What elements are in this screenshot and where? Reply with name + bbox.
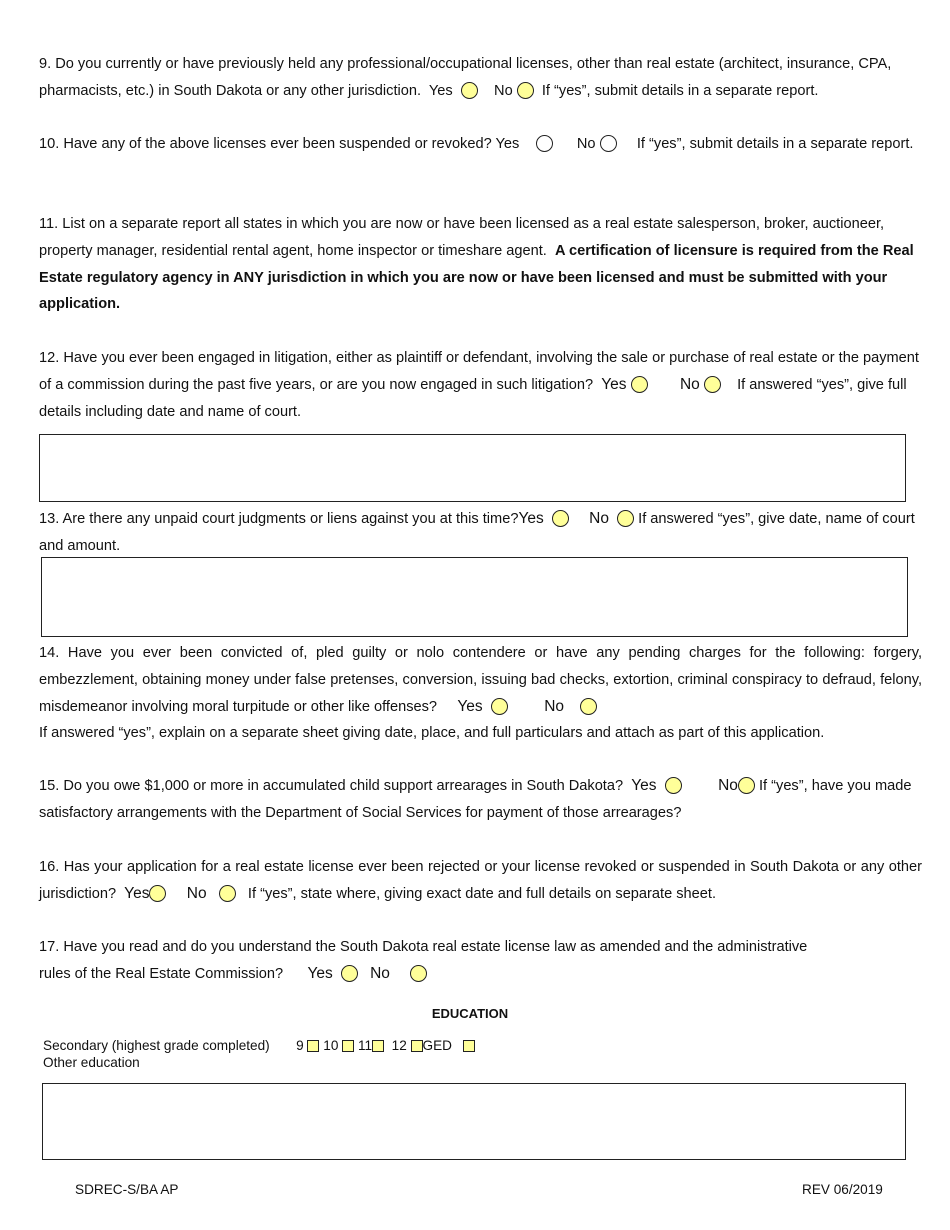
question-17-yes-radio[interactable]	[341, 965, 358, 982]
secondary-education-row	[43, 1037, 475, 1054]
grade-9-label: 9	[296, 1038, 304, 1053]
question-14-text: 14. Have you ever been convicted of, pled guilty or nolo contendere or have any pending charges for the following: forgery, embezzlement, obtaining money under false pretenses, conversion, issuing bad checks, extortion, criminal conspiracy to defraud, felony, misdemeanor involving moral turpitude or other like offenses?	[39, 645, 922, 715]
question-12	[39, 345, 922, 425]
question-14-instruction: If answered “yes”, explain on a separate sheet giving date, place, and full particulars and attach as part of this application.	[39, 725, 825, 742]
judgments-details-field[interactable]	[41, 557, 908, 637]
grade-11-checkbox[interactable]	[372, 1040, 384, 1052]
question-10-yes-radio[interactable]	[536, 135, 553, 152]
question-15-yes-label: Yes	[631, 777, 657, 794]
question-9-no-radio[interactable]	[517, 82, 534, 99]
question-10-yes-label: Yes	[495, 136, 520, 152]
question-13-yes-radio[interactable]	[552, 510, 569, 527]
question-12-text: 12. Have you ever been engaged in litigation, either as plaintiff or defendant, involving the sale or purchase of real estate or the payment of a commission during the past five years, or are you now engaged in such litigation?	[39, 350, 919, 393]
question-17-no-radio[interactable]	[410, 965, 427, 982]
question-12-yes-label: Yes	[601, 375, 627, 393]
grade-12-checkbox[interactable]	[411, 1040, 423, 1052]
question-14-yes-label: Yes	[457, 697, 483, 715]
question-15-instruction: If “yes”, have you made satisfactory arrangements with the Department of Social Services for payment of those arrearages?	[39, 778, 912, 821]
question-16-yes-radio[interactable]	[149, 885, 166, 902]
question-13-yes-label: Yes	[518, 510, 544, 527]
question-16-instruction: If “yes”, state where, giving exact date and full details on separate sheet.	[247, 885, 716, 902]
question-14-yes-radio[interactable]	[491, 698, 508, 715]
question-9-instruction: If “yes”, submit details in a separate report.	[541, 82, 819, 99]
question-11-certification-notice: A certification of licensure is required from the Real Estate regulatory agency in ANY jurisdiction in which you are now or have been licensed and must be submitted with your application.	[39, 242, 914, 313]
question-10-text: 10. Have any of the above licenses ever been suspended or revoked?	[39, 136, 492, 152]
question-9-yes-label: Yes	[428, 82, 453, 99]
question-15-no-label: No	[718, 777, 738, 794]
question-15-text: 15. Do you owe $1,000 or more in accumulated child support arrearages in South Dakota?	[39, 778, 624, 794]
question-9-no-label: No	[494, 82, 513, 99]
question-10-no-radio[interactable]	[600, 135, 617, 152]
grade-10-label: 10	[323, 1038, 339, 1053]
question-9-text: 9. Do you currently or have previously held any professional/occupational licenses, other than real estate (architect, insurance, CPA, pharmacists, etc.) in South Dakota or any other jurisdiction.	[39, 56, 892, 99]
question-9	[39, 51, 922, 105]
question-13	[39, 506, 922, 560]
question-14	[39, 640, 922, 747]
question-10	[39, 131, 922, 158]
question-15	[39, 773, 922, 827]
grade-12-label: 12	[391, 1038, 407, 1053]
ged-label: GED	[422, 1038, 453, 1053]
litigation-details-field[interactable]	[39, 434, 906, 502]
other-education-field[interactable]	[42, 1083, 906, 1160]
question-14-no-radio[interactable]	[580, 698, 597, 715]
form-code: SDREC-S/BA AP	[75, 1182, 179, 1197]
question-12-yes-radio[interactable]	[631, 376, 648, 393]
question-14-no-label: No	[544, 697, 565, 715]
question-16-no-label: No	[186, 884, 207, 902]
question-10-instruction: If “yes”, submit details in a separate report.	[636, 136, 914, 152]
question-12-no-label: No	[679, 375, 700, 393]
question-17-no-label: No	[370, 964, 390, 982]
revision-date: REV 06/2019	[802, 1182, 883, 1197]
question-12-no-radio[interactable]	[704, 376, 721, 393]
grade-11-label: 11	[357, 1038, 373, 1053]
question-16-no-radio[interactable]	[219, 885, 236, 902]
question-16-yes-label: Yes	[124, 884, 150, 902]
question-16-text: 16. Has your application for a real estate license ever been rejected or your license revoked or suspended in South Dakota or any other jurisdiction?	[39, 859, 922, 902]
education-heading: EDUCATION	[431, 1006, 509, 1021]
secondary-education-label: Secondary (highest grade completed)	[43, 1038, 270, 1053]
question-13-no-radio[interactable]	[617, 510, 634, 527]
question-17-text-line-1: 17. Have you read and do you understand the South Dakota real estate license law as amended and the administrative	[39, 939, 808, 955]
question-13-no-label: No	[589, 510, 609, 527]
other-education-label: Other education	[43, 1055, 140, 1070]
question-17-yes-label: Yes	[307, 964, 333, 982]
question-11	[39, 211, 922, 318]
grade-9-checkbox[interactable]	[307, 1040, 319, 1052]
ged-checkbox[interactable]	[463, 1040, 475, 1052]
question-17	[39, 934, 922, 988]
question-16	[39, 854, 922, 908]
question-13-text: 13. Are there any unpaid court judgments or liens against you at this time?	[39, 511, 519, 527]
grade-10-checkbox[interactable]	[342, 1040, 354, 1052]
question-15-yes-radio[interactable]	[665, 777, 682, 794]
question-11-text: 11. List on a separate report all states in which you are now or have been licensed as a real estate salesperson, broker, auctioneer, property manager, residential rental agent, home inspector or timeshare agent.	[39, 216, 885, 259]
question-9-yes-radio[interactable]	[461, 82, 478, 99]
question-13-instruction: If answered “yes”, give date, name of court and amount.	[39, 511, 915, 554]
question-15-no-radio[interactable]	[738, 777, 755, 794]
question-12-instruction: If answered “yes”, give full details including date and name of court.	[39, 376, 907, 420]
question-10-no-label: No	[576, 136, 596, 152]
question-17-text-line-2: rules of the Real Estate Commission?	[39, 965, 284, 982]
